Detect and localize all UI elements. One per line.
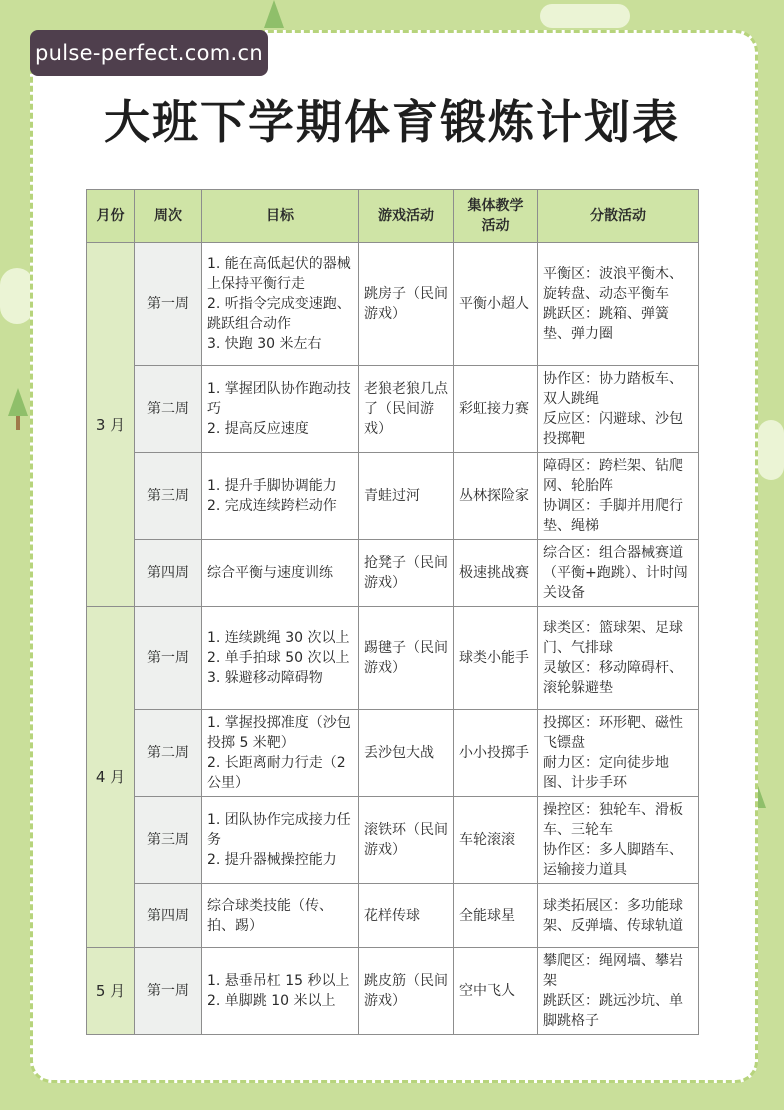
teaching-cell: 空中飞人 bbox=[454, 948, 538, 1035]
game-cell: 跳房子（民间游戏） bbox=[359, 243, 454, 366]
game-cell: 跳皮筋（民间游戏） bbox=[359, 948, 454, 1035]
game-cell: 抢凳子（民间游戏） bbox=[359, 540, 454, 607]
teaching-cell: 球类小能手 bbox=[454, 607, 538, 710]
week-cell: 第四周 bbox=[135, 884, 202, 948]
month-cell: 3 月 bbox=[87, 243, 135, 607]
scattered-cell: 协作区：协力踏板车、双人跳绳 反应区：闪避球、沙包投掷靶 bbox=[538, 366, 699, 453]
goal-cell: 1. 连续跳绳 30 次以上 2. 单手拍球 50 次以上 3. 躲避移动障碍物 bbox=[202, 607, 359, 710]
header-week: 周次 bbox=[135, 190, 202, 243]
table-row bbox=[87, 243, 699, 366]
goal-cell: 1. 掌握团队协作跑动技巧 2. 提高反应速度 bbox=[202, 366, 359, 453]
exercise-plan-table bbox=[86, 189, 699, 1035]
watermark-label: pulse-perfect.com.cn bbox=[30, 30, 268, 76]
cloud-decoration bbox=[0, 268, 34, 324]
scattered-cell: 攀爬区：绳网墙、攀岩架 跳跃区：跳远沙坑、单脚跳格子 bbox=[538, 948, 699, 1035]
game-cell: 青蛙过河 bbox=[359, 453, 454, 540]
week-cell: 第一周 bbox=[135, 948, 202, 1035]
table-row bbox=[87, 607, 699, 710]
goal-cell: 综合平衡与速度训练 bbox=[202, 540, 359, 607]
teaching-cell: 全能球星 bbox=[454, 884, 538, 948]
month-cell: 5 月 bbox=[87, 948, 135, 1035]
header-month: 月份 bbox=[87, 190, 135, 243]
goal-cell: 综合球类技能（传、拍、踢） bbox=[202, 884, 359, 948]
scattered-cell: 平衡区：波浪平衡木、旋转盘、动态平衡车 跳跃区：跳箱、弹簧垫、弹力圈 bbox=[538, 243, 699, 366]
tree-decoration bbox=[8, 388, 28, 416]
teaching-cell: 小小投掷手 bbox=[454, 710, 538, 797]
table-row bbox=[87, 540, 699, 607]
scattered-cell: 球类拓展区：多功能球架、反弹墙、传球轨道 bbox=[538, 884, 699, 948]
teaching-cell: 彩虹接力赛 bbox=[454, 366, 538, 453]
table-row bbox=[87, 797, 699, 884]
week-cell: 第三周 bbox=[135, 453, 202, 540]
game-cell: 丢沙包大战 bbox=[359, 710, 454, 797]
week-cell: 第一周 bbox=[135, 607, 202, 710]
goal-cell: 1. 掌握投掷准度（沙包投掷 5 米靶） 2. 长距离耐力行走（2 公里） bbox=[202, 710, 359, 797]
week-cell: 第二周 bbox=[135, 710, 202, 797]
header-scattered-activity: 分散活动 bbox=[538, 190, 699, 243]
tree-trunk-decoration bbox=[16, 416, 20, 430]
cloud-decoration bbox=[758, 420, 784, 480]
teaching-cell: 车轮滚滚 bbox=[454, 797, 538, 884]
week-cell: 第四周 bbox=[135, 540, 202, 607]
goal-cell: 1. 团队协作完成接力任务 2. 提升器械操控能力 bbox=[202, 797, 359, 884]
header-group-teaching: 集体教学 活动 bbox=[454, 190, 538, 243]
header-game-activity: 游戏活动 bbox=[359, 190, 454, 243]
game-cell: 花样传球 bbox=[359, 884, 454, 948]
scattered-cell: 投掷区：环形靶、磁性飞镖盘 耐力区：定向徒步地图、计步手环 bbox=[538, 710, 699, 797]
table-row bbox=[87, 366, 699, 453]
scattered-cell: 综合区：组合器械赛道（平衡+跑跳）、计时闯关设备 bbox=[538, 540, 699, 607]
table-header-row bbox=[87, 190, 699, 243]
week-cell: 第三周 bbox=[135, 797, 202, 884]
tree-decoration bbox=[264, 0, 284, 28]
goal-cell: 1. 能在高低起伏的器械上保持平衡行走 2. 听指令完成变速跑、跳跃组合动作 3. 快跑 30 米左右 bbox=[202, 243, 359, 366]
teaching-cell: 丛林探险家 bbox=[454, 453, 538, 540]
week-cell: 第一周 bbox=[135, 243, 202, 366]
table-row bbox=[87, 884, 699, 948]
teaching-cell: 极速挑战赛 bbox=[454, 540, 538, 607]
month-cell: 4 月 bbox=[87, 607, 135, 948]
teaching-cell: 平衡小超人 bbox=[454, 243, 538, 366]
goal-cell: 1. 提升手脚协调能力 2. 完成连续跨栏动作 bbox=[202, 453, 359, 540]
table-row bbox=[87, 710, 699, 797]
game-cell: 滚铁环（民间游戏） bbox=[359, 797, 454, 884]
page-title: 大班下学期体育锻炼计划表 bbox=[104, 95, 680, 149]
goal-cell: 1. 悬垂吊杠 15 秒以上 2. 单脚跳 10 米以上 bbox=[202, 948, 359, 1035]
cloud-decoration bbox=[540, 4, 630, 28]
table-row bbox=[87, 948, 699, 1035]
game-cell: 老狼老狼几点了（民间游戏） bbox=[359, 366, 454, 453]
scattered-cell: 障碍区：跨栏架、钻爬网、轮胎阵 协调区：手脚并用爬行垫、绳梯 bbox=[538, 453, 699, 540]
header-goal: 目标 bbox=[202, 190, 359, 243]
week-cell: 第二周 bbox=[135, 366, 202, 453]
scattered-cell: 球类区：篮球架、足球门、气排球 灵敏区：移动障碍杆、滚轮躲避垫 bbox=[538, 607, 699, 710]
game-cell: 踢毽子（民间游戏） bbox=[359, 607, 454, 710]
table-row bbox=[87, 453, 699, 540]
scattered-cell: 操控区：独轮车、滑板车、三轮车 协作区：多人脚踏车、运输接力道具 bbox=[538, 797, 699, 884]
